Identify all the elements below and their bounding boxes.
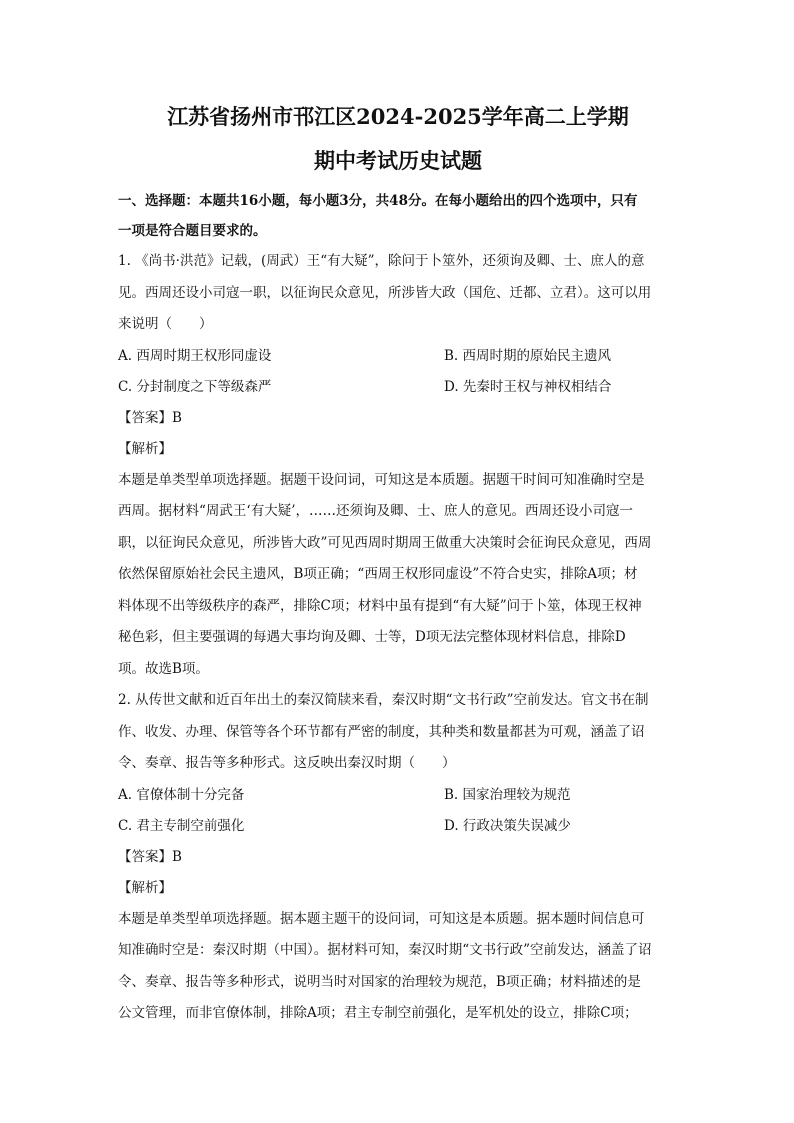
option-c: C. 分封制度之下等级森严 [118,378,272,395]
option-d: D. 先秦时王权与神权相结合 [444,378,612,395]
question-2 [118,685,678,1030]
document-page [118,100,678,1030]
analysis-label: 【解析】 [118,440,172,457]
section-heading-line1: 一、选择题：本题共16小题，每小题3分，共48分。在每小题给出的四个选项中，只有 [118,193,638,209]
section-heading-line2: 一项是符合题目要求的。 [118,223,267,239]
question-stem-line: 1. 《尚书·洪范》记载，(周武）王“有大疑”，除问于卜筮外，还须询及卿、士、庶人的意 [118,253,645,269]
analysis-line: 项。故选B项。 [118,660,209,677]
document-title-line1: 江苏省扬州市邗江区2024-2025学年高二上学期 [167,104,629,129]
answer-label: 【答案】B [118,848,182,865]
analysis-line: 秘色彩，但主要强调的每遇大事均询及卿、士等，D项无法完整体现材料信息，排除D [118,629,626,645]
analysis-line: 本题是单类型单项选择题。据本题主题干的设问词，可知这是本质题。据本题时间信息可 [118,910,645,927]
answer-options [118,341,678,403]
analysis-line: 知准确时空是：秦汉时期（中国）。据材料可知，秦汉时期“文书行政”空前发达，涵盖了诏 [118,942,652,958]
analysis-line: 西周。据材料“周武王‘有大疑’，……还须询及卿、士、庶人的意见。西周还设小司寇一 [118,503,633,519]
analysis-label: 【解析】 [118,879,172,896]
option-a: A. 西周时期王权形同虚设 [118,347,272,364]
analysis-line: 职，以征询民众意见，所涉皆大政”可见西周时期周王做重大决策时会征询民众意见，西周 [118,534,652,551]
answer-options [118,780,678,842]
analysis-line: 料体现不出等级秩序的森严，排除C项；材料中虽有提到“有大疑”问于卜筮，体现王权神 [118,597,642,614]
option-c: C. 君主专制空前强化 [118,817,245,834]
question-stem-line: 来说明（ ） [118,316,213,332]
option-a: A. 官僚体制十分完备 [118,786,245,803]
analysis-line: 本题是单类型单项选择题。据题干设问词，可知这是本质题。据题干时间可知准确时空是 [118,471,645,488]
option-b: B. 国家治理较为规范 [444,786,571,803]
question-stem-line: 2. 从传世文献和近百年出土的秦汉简牍来看，秦汉时期“文书行政”空前发达。官文书在制 [118,692,649,708]
analysis-line: 依然保留原始社会民主遗风，B项正确；“西周王权形同虚设”不符合史实，排除A项；材 [118,566,638,582]
document-title-line2: 期中考试历史试题 [314,148,482,173]
analysis-line: 令、奏章、报告等多种形式，说明当时对国家的治理较为规范，B项正确；材料描述的是 [118,973,641,990]
option-d: D. 行政决策失误减少 [444,817,571,834]
analysis-line: 公文管理，而非官僚体制，排除A项；君主专制空前强化，是军机处的设立，排除C项； [118,1005,638,1021]
question-stem-line: 令、奏章、报告等多种形式。这反映出秦汉时期（ ） [118,755,456,771]
answer-label: 【答案】B [118,409,182,426]
question-stem-line: 见。西周还设小司寇一职，以征询民众意见，所涉皆大政（国危、迁都、立君）。这可以用 [118,284,652,301]
option-b: B. 西周时期的原始民主遗风 [444,347,612,364]
question-stem-line: 作、收发、办理、保管等各个环节都有严密的制度，其种类和数量都甚为可观，涵盖了诏 [118,723,645,740]
question-1 [118,246,678,685]
